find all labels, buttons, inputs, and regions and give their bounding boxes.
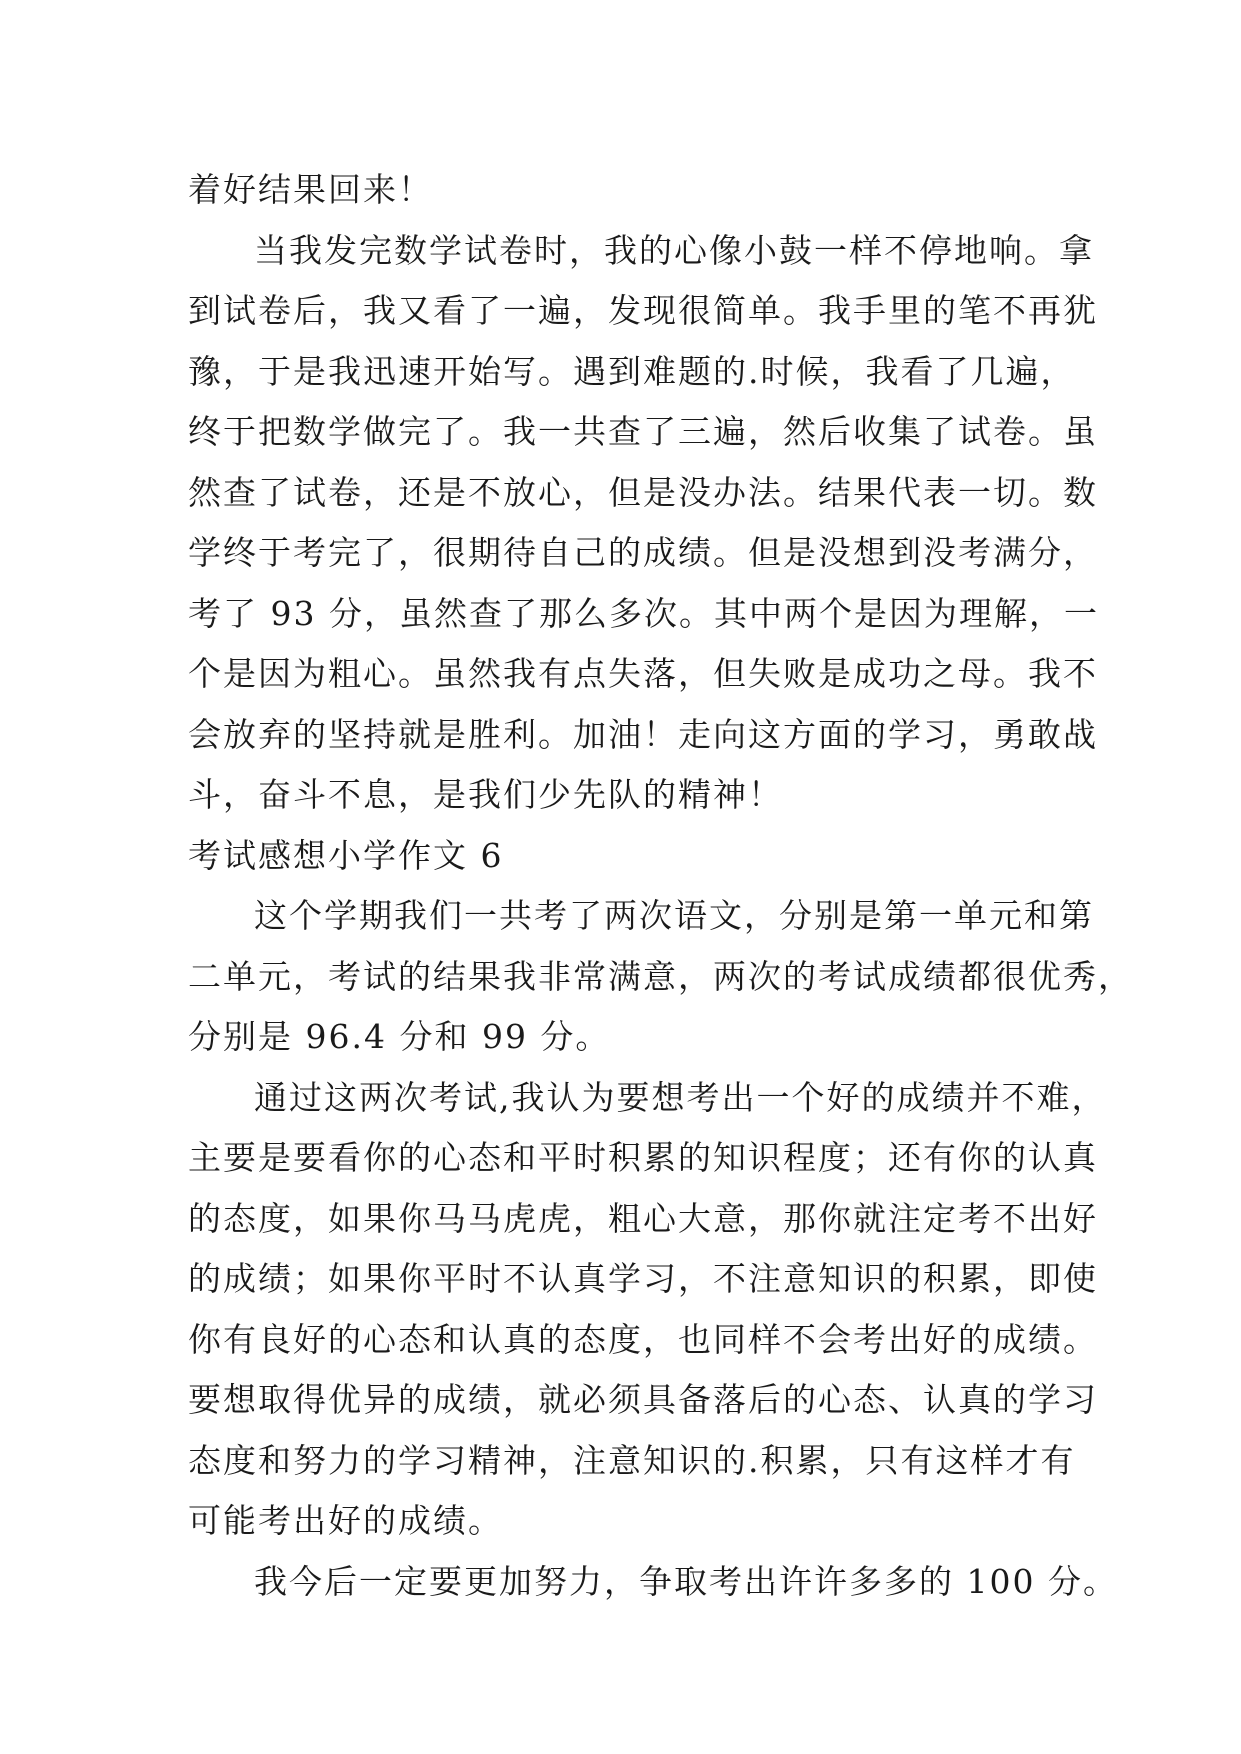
text-line: 你有良好的心态和认真的态度，也同样不会考出好的成绩。	[188, 1319, 1098, 1359]
text-line: 我今后一定要更加努力，争取考出许许多多的 100 分。	[254, 1561, 1118, 1601]
text-line: 态度和努力的学习精神，注意知识的.积累，只有这样才有	[188, 1440, 1076, 1480]
text-line: 要想取得优异的成绩，就必须具备落后的心态、认真的学习	[188, 1380, 1098, 1419]
text-line: 个是因为粗心。虽然我有点失落，但失败是成功之母。我不	[188, 654, 1098, 693]
text-line: 的态度，如果你马马虎虎，粗心大意，那你就注定考不出好	[188, 1198, 1098, 1238]
text-line: 到试卷后，我又看了一遍，发现很简单。我手里的笔不再犹	[188, 291, 1098, 330]
text-line: 的成绩；如果你平时不认真学习，不注意知识的积累，即使	[188, 1259, 1098, 1298]
text-line: 考了 93 分，虽然查了那么多次。其中两个是因为理解，一	[188, 593, 1099, 633]
text-line: 豫，于是我迅速开始写。遇到难题的.时候，我看了几遍，	[188, 351, 1076, 391]
text-line: 当我发完数学试卷时，我的心像小鼓一样不停地响。拿	[254, 230, 1094, 270]
text-line: 二单元，考试的结果我非常满意，两次的考试成绩都很优秀，	[188, 956, 1133, 996]
text-line: 主要是要看你的心态和平时积累的知识程度；还有你的认真	[188, 1138, 1098, 1177]
text-line: 学终于考完了，很期待自己的成绩。但是没想到没考满分，	[188, 533, 1098, 572]
text-line: 通过这两次考试,我认为要想考出一个好的成绩并不难，	[254, 1077, 1107, 1117]
document-body	[188, 160, 1133, 1612]
text-line: 斗，奋斗不息，是我们少先队的精神！	[188, 775, 783, 814]
text-line: 会放弃的坚持就是胜利。加油！走向这方面的学习，勇敢战	[188, 714, 1098, 754]
text-line: 考试感想小学作文 6	[188, 835, 504, 875]
text-line: 然查了试卷，还是不放心，但是没办法。结果代表一切。数	[188, 472, 1098, 512]
text-line: 这个学期我们一共考了两次语文，分别是第一单元和第	[254, 896, 1094, 935]
text-line: 可能考出好的成绩。	[188, 1501, 503, 1540]
text-line: 终于把数学做完了。我一共查了三遍，然后收集了试卷。虽	[188, 412, 1098, 451]
text-line: 着好结果回来！	[188, 170, 433, 209]
text-line: 分别是 96.4 分和 99 分。	[188, 1017, 611, 1056]
